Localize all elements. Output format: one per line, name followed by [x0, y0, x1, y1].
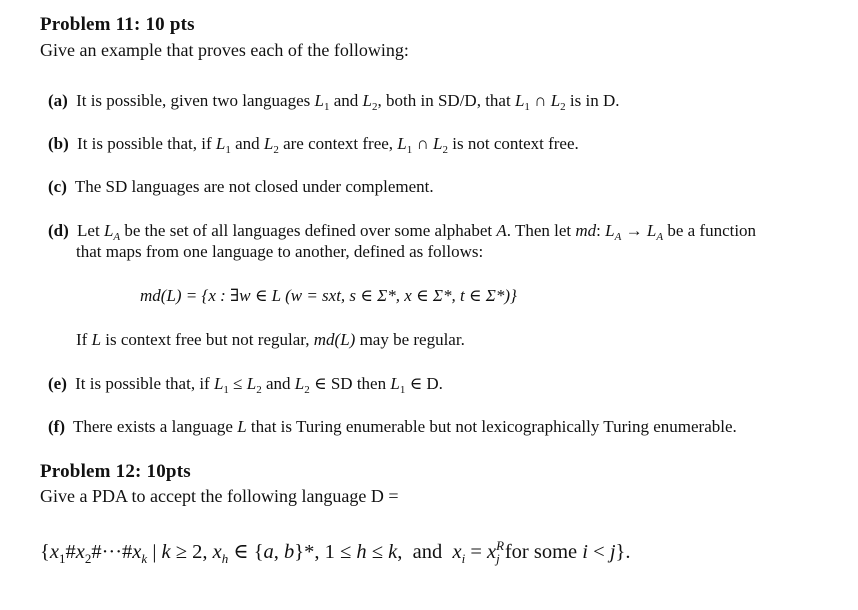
- md-formula: md(L) = {x : ∃w ∈ L (w = sxt, s ∈ Σ*, x ∈ Σ*, t ∈ Σ*)}: [140, 286, 517, 305]
- item-c: [48, 177, 434, 197]
- item-e-text-1: It is possible that, if: [75, 374, 210, 393]
- item-b-text-2: are context free,: [283, 134, 394, 153]
- item-c-label: (c): [48, 177, 67, 196]
- item-b: (b) It is possible that, if $L_1$ and $L_2$ are context free, $L_1$ ∩ $L_2$ is not context free.: [48, 134, 579, 156]
- problem-11-heading: Problem 11: 10 pts: [40, 14, 195, 35]
- item-a-text-3: is in D.: [569, 91, 620, 110]
- item-d-text-3: . Then let: [506, 221, 572, 240]
- item-c-text: The SD languages are not closed under complement.: [74, 177, 434, 196]
- item-d-md: md: [575, 221, 597, 240]
- item-d-claim-1: If: [76, 330, 88, 349]
- item-e-label: (e): [48, 374, 67, 393]
- item-a-text-1: It is possible, given two languages: [76, 91, 311, 110]
- formula-for-some: for some: [504, 541, 578, 563]
- item-f: (f) There exists a language L that is Turing enumerable but not lexicographically Turing enumerable.: [48, 417, 737, 436]
- item-b-and: and: [235, 134, 260, 153]
- item-e-text-4: D.: [426, 374, 443, 393]
- item-e: (e) It is possible that, if $L_1 \le L_2$ and $L_2$ ∈ SD then $L_1$ ∈ D.: [48, 374, 443, 396]
- item-e-text-2: and: [265, 374, 291, 393]
- item-d-line-2: that maps from one language to another, defined as follows:: [76, 242, 484, 261]
- problem-11-intro: Give an example that proves each of the following:: [40, 40, 409, 60]
- item-f-label: (f): [48, 417, 65, 436]
- item-d-claim: If L is context free but not regular, md(L) may be regular.: [76, 330, 465, 349]
- item-d-label: (d): [48, 221, 69, 240]
- item-b-text-1: It is possible that, if: [77, 134, 212, 153]
- item-b-label: (b): [48, 134, 69, 153]
- item-d-text-1: Let: [77, 221, 100, 240]
- item-a-and: and: [333, 91, 359, 110]
- item-a: (a) It is possible, given two languages $L_1$ and $L_2$, both in SD/D, that $L_1$ ∩ $L_2$ is in D.: [48, 91, 620, 113]
- problem-12-intro: Give a PDA to accept the following language D =: [40, 486, 399, 506]
- item-d-text-2: be the set of all languages defined over some alphabet: [124, 221, 493, 240]
- formula-and: and: [412, 541, 443, 563]
- item-a-text-2: , both in SD/D, that: [377, 91, 511, 110]
- item-b-text-3: is not context free.: [452, 134, 579, 153]
- item-f-text-1: There exists a language: [72, 417, 233, 436]
- item-d-text-4: be a function: [667, 221, 757, 240]
- item-d-claim-2: is context free but not regular,: [105, 330, 310, 349]
- item-d-claim-3: may be regular.: [359, 330, 465, 349]
- item-d: (d) Let $L_A$ be the set of all languages defined over some alphabet A. Then let md: $L_A \to L_A$ be a function: [48, 221, 757, 243]
- item-e-text-3: SD then: [330, 374, 387, 393]
- language-d-formula: {$x_1\#x_2\#\cdot\cdot\cdot\#x_k$ | k ≥ 2, $x_h$ ∈ {a, b}*, 1 ≤ h ≤ k, and $x_i = x^R_j$ for some i < j}.: [40, 538, 631, 566]
- item-f-text-2: that is Turing enumerable but not lexicographically Turing enumerable.: [250, 417, 737, 436]
- item-a-label: (a): [48, 91, 68, 110]
- problem-12-heading: Problem 12: 10pts: [40, 461, 191, 482]
